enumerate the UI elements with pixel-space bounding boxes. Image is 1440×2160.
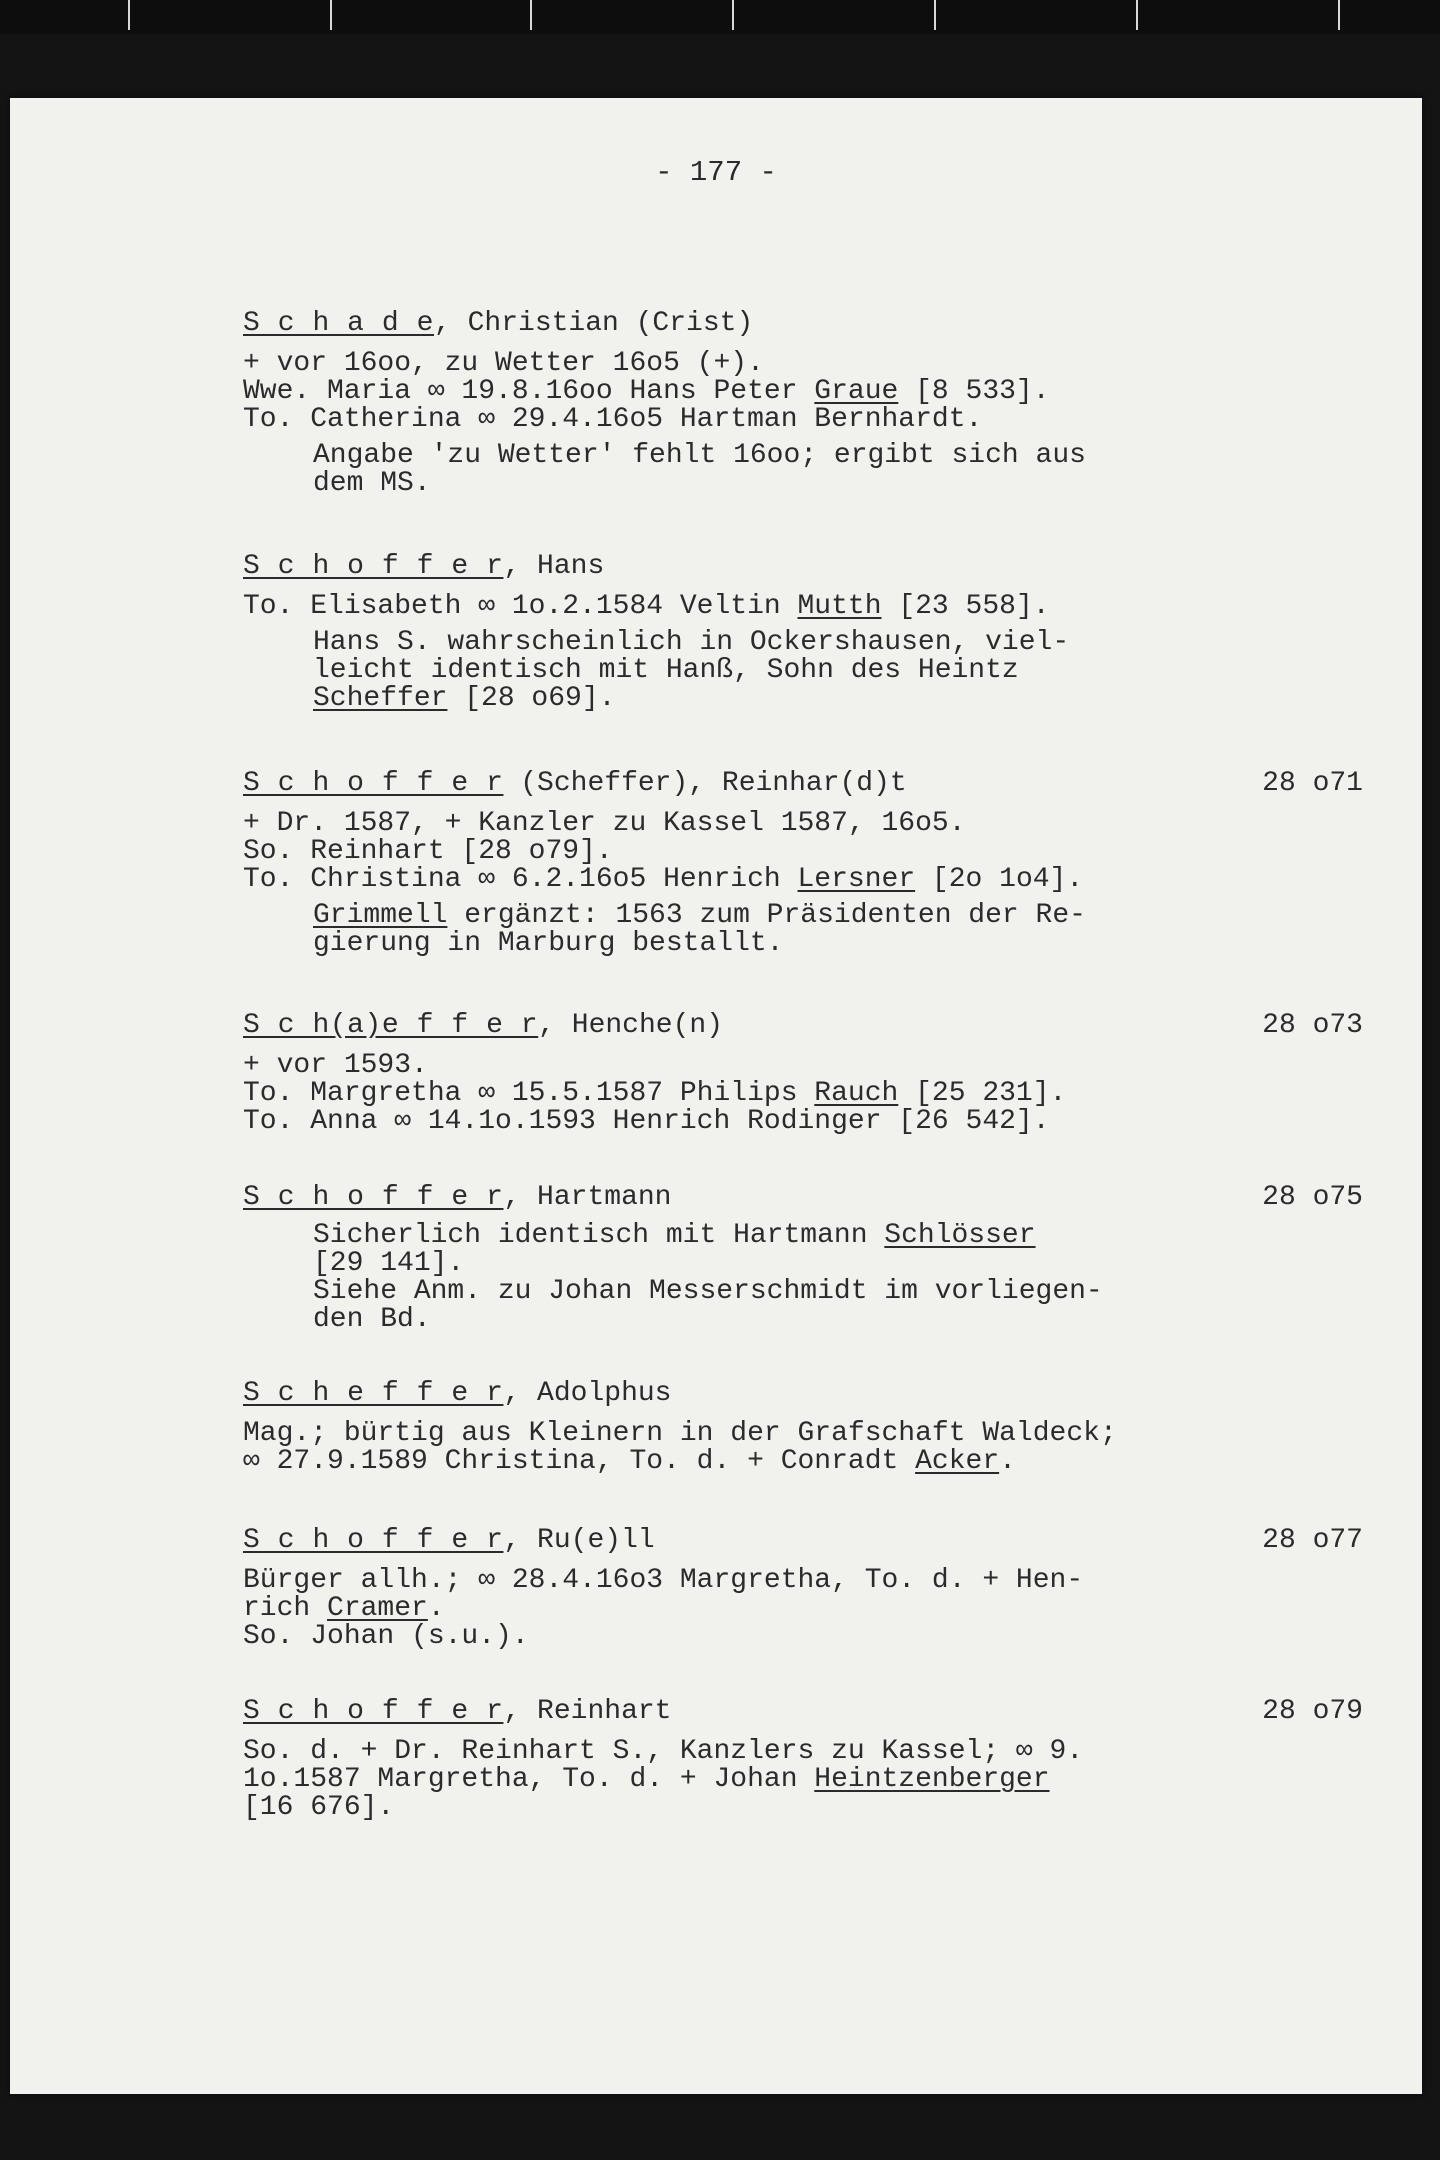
entry-given-name: , Reinhart <box>503 1696 672 1727</box>
entry-body-underlined-name: Graue <box>814 376 899 407</box>
entry-body-text: [8 533]. To. Catherina ∞ 29.4.16o5 Hartman Bernhardt. <box>243 376 1050 435</box>
entry-heading <box>243 1010 1363 1042</box>
entry-body-underlined-name: Heintzenberger <box>814 1764 1050 1795</box>
genealogy-entry <box>243 308 1363 498</box>
film-tick <box>530 0 532 30</box>
entry-body-underlined-name: Lersner <box>797 864 916 895</box>
entry-given-name: , Christian (Crist) <box>434 308 754 339</box>
genealogy-entry <box>243 1696 1363 1822</box>
entry-body-underlined-name: Acker <box>915 1446 1000 1477</box>
genealogy-entry <box>243 1525 1363 1651</box>
genealogy-entry <box>243 551 1363 713</box>
entry-given-name: , Henche(n) <box>538 1010 724 1041</box>
entry-given-name: , Hans <box>503 551 605 582</box>
entry-body-text: + vor 16oo, zu Wetter 16o5 (+). Wwe. Maria ∞ 19.8.16oo Hans Peter <box>243 348 798 407</box>
entry-surname: S c h a d e <box>243 308 434 339</box>
entry-note <box>313 902 1363 958</box>
film-tick <box>934 0 936 30</box>
entry-body-underlined-name: Cramer <box>327 1593 428 1624</box>
entry-body <box>243 1738 1363 1822</box>
entry-body-text: [2o 1o4]. <box>915 864 1084 895</box>
film-top-strip <box>0 0 1440 34</box>
genealogy-entry <box>243 768 1363 958</box>
entry-body-text: [25 231]. To. Anna ∞ 14.1o.1593 Henrich Rodinger [26 542]. <box>243 1078 1067 1137</box>
entry-body-text: . <box>999 1446 1016 1477</box>
entry-note <box>313 442 1363 498</box>
film-tick <box>732 0 734 30</box>
entry-note-text: Hans S. wahrscheinlich in Ockershausen, viel- leicht identisch mit Hanß, Sohn des Heintz <box>313 627 1070 686</box>
film-tick <box>1136 0 1138 30</box>
genealogy-entry <box>243 1010 1363 1136</box>
entry-body-text: + vor 1593. To. Margretha ∞ 15.5.1587 Philips <box>243 1050 798 1109</box>
entry-body-text: [16 676]. <box>243 1792 395 1823</box>
page-number: - 177 - <box>655 156 777 189</box>
genealogy-entry <box>243 1182 1363 1334</box>
entry-note <box>313 1222 1363 1334</box>
entry-given-name: (Scheffer), Reinhar(d)t <box>503 768 907 799</box>
entry-body-text: So. d. + Dr. Reinhart S., Kanzlers zu Kassel; ∞ 9. 1o.1587 Margretha, To. d. + Johan <box>243 1736 1084 1795</box>
film-tick <box>1338 0 1340 30</box>
film-tick <box>330 0 332 30</box>
entry-surname: S c h e f f e r <box>243 1378 504 1409</box>
entry-note-underlined-name: Grimmell <box>313 900 448 931</box>
entry-body <box>243 350 1363 434</box>
entry-body-text: . So. Johan (s.u.). <box>243 1593 529 1652</box>
entry-surname: S c h o f f e r <box>243 1525 504 1556</box>
entry-reference-number: 28 o77 <box>1262 1525 1363 1556</box>
entry-heading <box>243 551 1363 583</box>
entry-note <box>313 629 1363 713</box>
entry-reference-number: 28 o73 <box>1262 1010 1363 1041</box>
entry-heading <box>243 768 1363 800</box>
entry-surname: S c h(a)e f f e r <box>243 1010 539 1041</box>
entry-given-name: , Adolphus <box>503 1378 672 1409</box>
entry-body <box>243 1052 1363 1136</box>
film-tick <box>128 0 130 30</box>
entry-surname: S c h o f f e r <box>243 1182 504 1213</box>
entry-note-underlined-name: Scheffer <box>313 683 448 714</box>
entry-surname: S c h o f f e r <box>243 1696 504 1727</box>
entry-body-underlined-name: Rauch <box>814 1078 899 1109</box>
entry-note-underlined-name: Schlösser <box>884 1220 1036 1251</box>
entry-body-underlined-name: Mutth <box>797 591 882 622</box>
entry-given-name: , Ru(e)ll <box>503 1525 655 1556</box>
entry-note-text: [29 141]. Siehe Anm. zu Johan Messerschmidt im vorliegen- den Bd. <box>313 1248 1103 1335</box>
entry-surname: S c h o f f e r <box>243 551 504 582</box>
entry-body <box>243 810 1363 894</box>
entry-body-text: Bürger allh.; ∞ 28.4.16o3 Margretha, To. d. + Hen- rich <box>243 1565 1084 1624</box>
entry-body-text: [23 558]. <box>881 591 1050 622</box>
entry-body <box>243 1420 1363 1476</box>
entry-body-text: Mag.; bürtig aus Kleinern in der Grafschaft Waldeck; ∞ 27.9.1589 Christina, To. d. + Conradt <box>243 1418 1117 1477</box>
entry-reference-number: 28 o79 <box>1262 1696 1363 1727</box>
entry-note-text: Angabe 'zu Wetter' fehlt 16oo; ergibt sich aus dem MS. <box>313 440 1086 499</box>
entry-heading <box>243 1525 1363 1557</box>
entry-heading <box>243 308 1363 340</box>
entry-heading <box>243 1378 1363 1410</box>
entry-body <box>243 1567 1363 1651</box>
genealogy-entry <box>243 1378 1363 1476</box>
entry-note-text: [28 o69]. <box>447 683 616 714</box>
entry-heading <box>243 1696 1363 1728</box>
entry-surname: S c h o f f e r <box>243 768 504 799</box>
entry-heading <box>243 1182 1363 1214</box>
entry-given-name: , Hartmann <box>503 1182 672 1213</box>
entry-body-text: + Dr. 1587, + Kanzler zu Kassel 1587, 16o5. So. Reinhart [28 o79]. To. Christina ∞ 6.2.16o5 Henrich <box>243 808 966 895</box>
entry-body-text: To. Elisabeth ∞ 1o.2.1584 Veltin <box>243 591 798 622</box>
entry-note-text: ergänzt: 1563 zum Präsidenten der Re- gierung in Marburg bestallt. <box>313 900 1086 959</box>
entry-note-text: Sicherlich identisch mit Hartmann <box>313 1220 885 1251</box>
entry-body <box>243 593 1363 621</box>
entry-reference-number: 28 o71 <box>1262 768 1363 799</box>
entry-reference-number: 28 o75 <box>1262 1182 1363 1213</box>
